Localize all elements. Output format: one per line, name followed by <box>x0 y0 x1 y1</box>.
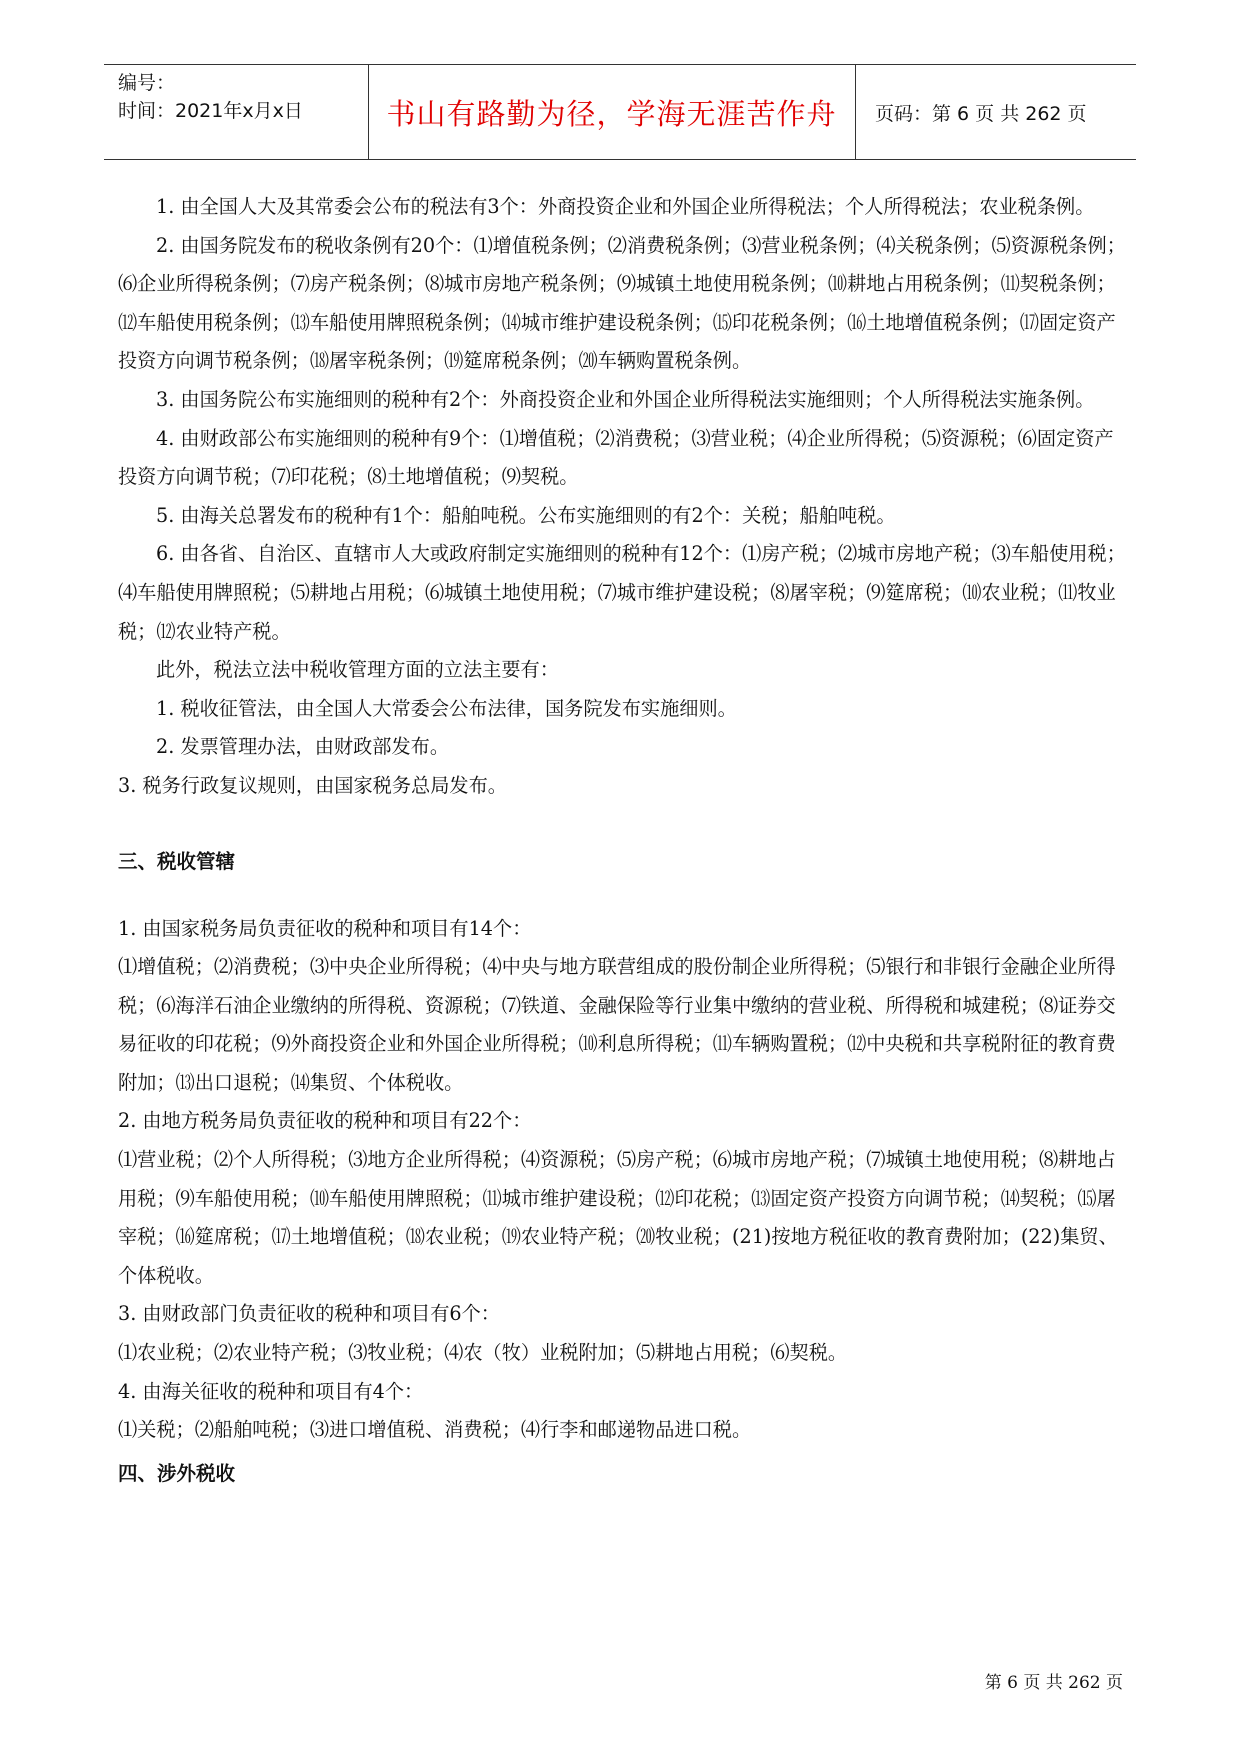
page-label: 页码：第 6 页 共 262 页 <box>875 102 1087 125</box>
paragraph: 3. 由财政部门负责征收的税种和项目有6个： <box>118 1302 500 1326</box>
header-page-cell <box>855 65 1136 159</box>
number-label: 编号： <box>118 72 176 94</box>
paragraph: 4. 由海关征收的税种和项目有4个： <box>118 1379 424 1403</box>
paragraph: ⑴营业税；⑵个人所得税；⑶地方企业所得税；⑷资源税；⑸房产税；⑹城市房地产税；⑺城镇土地使用税；⑻耕地占用税；⑼车船使用税；⑽车船使用牌照税；⑾城市维护建设税；⑿印花税；⒀固定资产投资方向调节税；⒁契税；⒂屠宰税；⒃筵席税；⒄土地增值税；⒅农业税；⒆农业特产税；⒇牧业税；(21)按地方税征收的教育费附加；(22)集贸、个体税收。 <box>118 1148 1118 1287</box>
paragraph: ⑴增值税；⑵消费税；⑶中央企业所得税；⑷中央与地方联营组成的股份制企业所得税；⑸银行和非银行金融企业所得税；⑹海洋石油企业缴纳的所得税、资源税；⑺铁道、金融保险等行业集中缴纳的营业税、所得税和城建税；⑻证券交易征收的印花税；⑼外商投资企业和外国企业所得税；⑽利息所得税；⑾车辆购置税；⑿中央税和共享税附征的教育费附加；⒀出口退税；⒁集贸、个体税收。 <box>118 955 1116 1094</box>
paragraph: ⑴关税；⑵船舶吨税；⑶进口增值税、消费税；⑷行李和邮递物品进口税。 <box>118 1418 752 1442</box>
paragraph: 1. 税收征管法，由全国人大常委会公布法律，国务院发布实施细则。 <box>156 696 737 720</box>
paragraph: 2. 由地方税务局负责征收的税种和项目有22个： <box>118 1109 532 1133</box>
header-info <box>118 65 368 159</box>
paragraph: 2. 由国务院发布的税收条例有20个：⑴增值税条例；⑵消费税条例；⑶营业税条例；⑷关税条例；⑸资源税条例；⑹企业所得税条例；⑺房产税条例；⑻城市房地产税条例；⑼城镇土地使用税条例；⑽耕地占用税条例；⑾契税条例；⑿车船使用税条例；⒀车船使用牌照税条例；⒁城市维护建设税条例；⒂印花税条例；⒃土地增值税条例；⒄固定资产投资方向调节税条例；⒅屠宰税条例；⒆筵席税条例；⒇车辆购置税条例。 <box>118 233 1126 373</box>
paragraph: 2. 发票管理办法，由财政部发布。 <box>156 735 450 759</box>
document-body <box>118 188 1128 1486</box>
paragraph: ⑴农业税；⑵农业特产税；⑶牧业税；⑷农（牧）业税附加；⑸耕地占用税；⑹契税。 <box>118 1341 848 1365</box>
paragraph: 3. 由国务院公布实施细则的税种有2个：外商投资企业和外国企业所得税法实施细则；个人所得税法实施条例。 <box>156 387 1095 411</box>
time-label: 时间：2021年x月x日 <box>118 100 303 122</box>
paragraph: 此外，税法立法中税收管理方面的立法主要有： <box>156 658 559 682</box>
header-motto-cell <box>368 65 855 159</box>
paragraph: 3. 税务行政复议规则，由国家税务总局发布。 <box>118 773 507 797</box>
paragraph: 6. 由各省、自治区、直辖市人大或政府制定实施细则的税种有12个：⑴房产税；⑵城市房地产税；⑶车船使用税；⑷车船使用牌照税；⑸耕地占用税；⑹城镇土地使用税；⑺城市维护建设税；⑻屠宰税；⑼筵席税；⑽农业税；⑾牧业税；⑿农业特产税。 <box>118 542 1126 643</box>
motto: 书山有路勤为径，学海无涯苦作舟 <box>386 96 837 131</box>
section-heading: 三、税收管辖 <box>118 849 236 873</box>
paragraph: 1. 由全国人大及其常委会公布的税法有3个：外商投资企业和外国企业所得税法；个人所得税法；农业税条例。 <box>156 195 1095 218</box>
paragraph: 4. 由财政部公布实施细则的税种有9个：⑴增值税；⑵消费税；⑶营业税；⑷企业所得税；⑸资源税；⑹固定资产投资方向调节税；⑺印花税；⑻土地增值税；⑼契税。 <box>118 426 1114 489</box>
paragraph: 1. 由国家税务局负责征收的税种和项目有14个： <box>118 916 532 940</box>
section-heading: 四、涉外税收 <box>118 1461 236 1485</box>
page-header <box>104 64 1136 160</box>
page-footer: 第 6 页 共 262 页 <box>984 1673 1123 1693</box>
paragraph: 5. 由海关总署发布的税种有1个：船舶吨税。公布实施细则的有2个：关税；船舶吨税。 <box>156 503 896 527</box>
